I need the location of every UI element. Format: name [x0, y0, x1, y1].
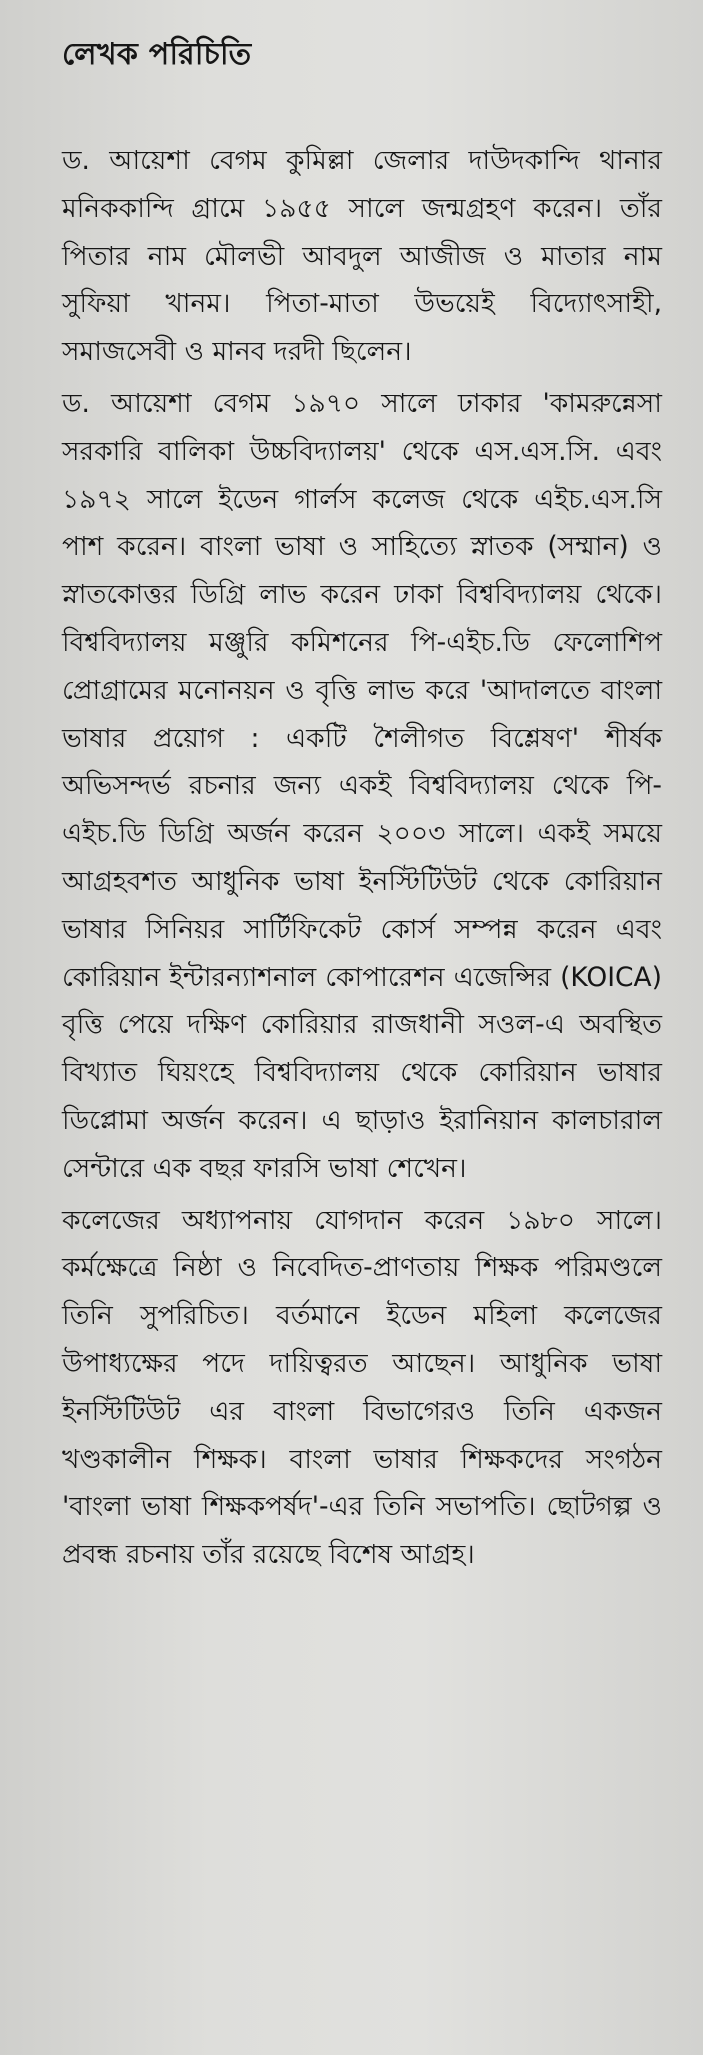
author-bio-section: [62, 30, 662, 1583]
bio-paragraph-birth: ড. আয়েশা বেগম কুমিল্লা জেলার দাউদকান্দি থানার মনিককান্দি গ্রামে ১৯৫৫ সালে জন্মগ্রহণ করেন। তাঁর পিতার নাম মৌলভী আবদুল আজীজ ও মাতার নাম সুফিয়া খানম। পিতা-মাতা উভয়েই বিদ্যোৎসাহী, সমাজসেবী ও মানব দরদী ছিলেন।: [62, 145, 662, 368]
bio-paragraph-education: ড. আয়েশা বেগম ১৯৭০ সালে ঢাকার 'কামরুন্নেসা সরকারি বালিকা উচ্চবিদ্যালয়' থেকে এস.এস.সি. এবং ১৯৭২ সালে ইডেন গার্লস কলেজ থেকে এইচ.এস.সি পাশ করেন। বাংলা ভাষা ও সাহিত্যে স্নাতক (সম্মান) ও স্নাতকোত্তর ডিগ্রি লাভ করেন ঢাকা বিশ্ববিদ্যালয় থেকে। বিশ্ববিদ্যালয় মঞ্জুরি কমিশনের পি-এইচ.ডি ফেলোশিপ প্রোগ্রামের মনোনয়ন ও বৃত্তি লাভ করে 'আদালতে বাংলা ভাষার প্রয়োগ : একটি শৈলীগত বিশ্লেষণ' শীর্ষক অভিসন্দর্ভ রচনার জন্য একই বিশ্ববিদ্যালয় থেকে পি-এইচ.ডি ডিগ্রি অর্জন করেন ২০০৩ সালে। একই সময়ে আগ্রহবশত আধুনিক ভাষা ইনস্টিটিউট থেকে কোরিয়ান ভাষার সিনিয়র সার্টিফিকেট কোর্স সম্পন্ন করেন এবং কোরিয়ান ইন্টারন্যাশনাল কোপারেশন এজেন্সির (KOICA) বৃত্তি পেয়ে দক্ষিণ কোরিয়ার রাজধানী সওল-এ অবস্থিত বিখ্যাত ঘিয়ংহে বিশ্ববিদ্যালয় থেকে কোরিয়ান ভাষার ডিপ্লোমা অর্জন করেন। এ ছাড়াও ইরানিয়ান কালচারাল সেন্টারে এক বছর ফারসি ভাষা শেখেন।: [62, 387, 662, 1184]
bio-paragraph-career: কলেজের অধ্যাপনায় যোগদান করেন ১৯৮০ সালে। কর্মক্ষেত্রে নিষ্ঠা ও নিবেদিত-প্রাণতায় শিক্ষক পরিমণ্ডলে তিনি সুপরিচিত। বর্তমানে ইডেন মহিলা কলেজের উপাধ্যক্ষের পদে দায়িত্বরত আছেন। আধুনিক ভাষা ইনস্টিটিউট এর বাংলা বিভাগেরও তিনি একজন খণ্ডকালীন শিক্ষক। বাংলা ভাষার শিক্ষকদের সংগঠন 'বাংলা ভাষা শিক্ষকপর্ষদ'-এর তিনি সভাপতি। ছোটগল্প ও প্রবন্ধ রচনায় তাঁর রয়েছে বিশেষ আগ্রহ।: [62, 1204, 662, 1571]
section-heading: লেখক পরিচিতি: [62, 37, 252, 72]
